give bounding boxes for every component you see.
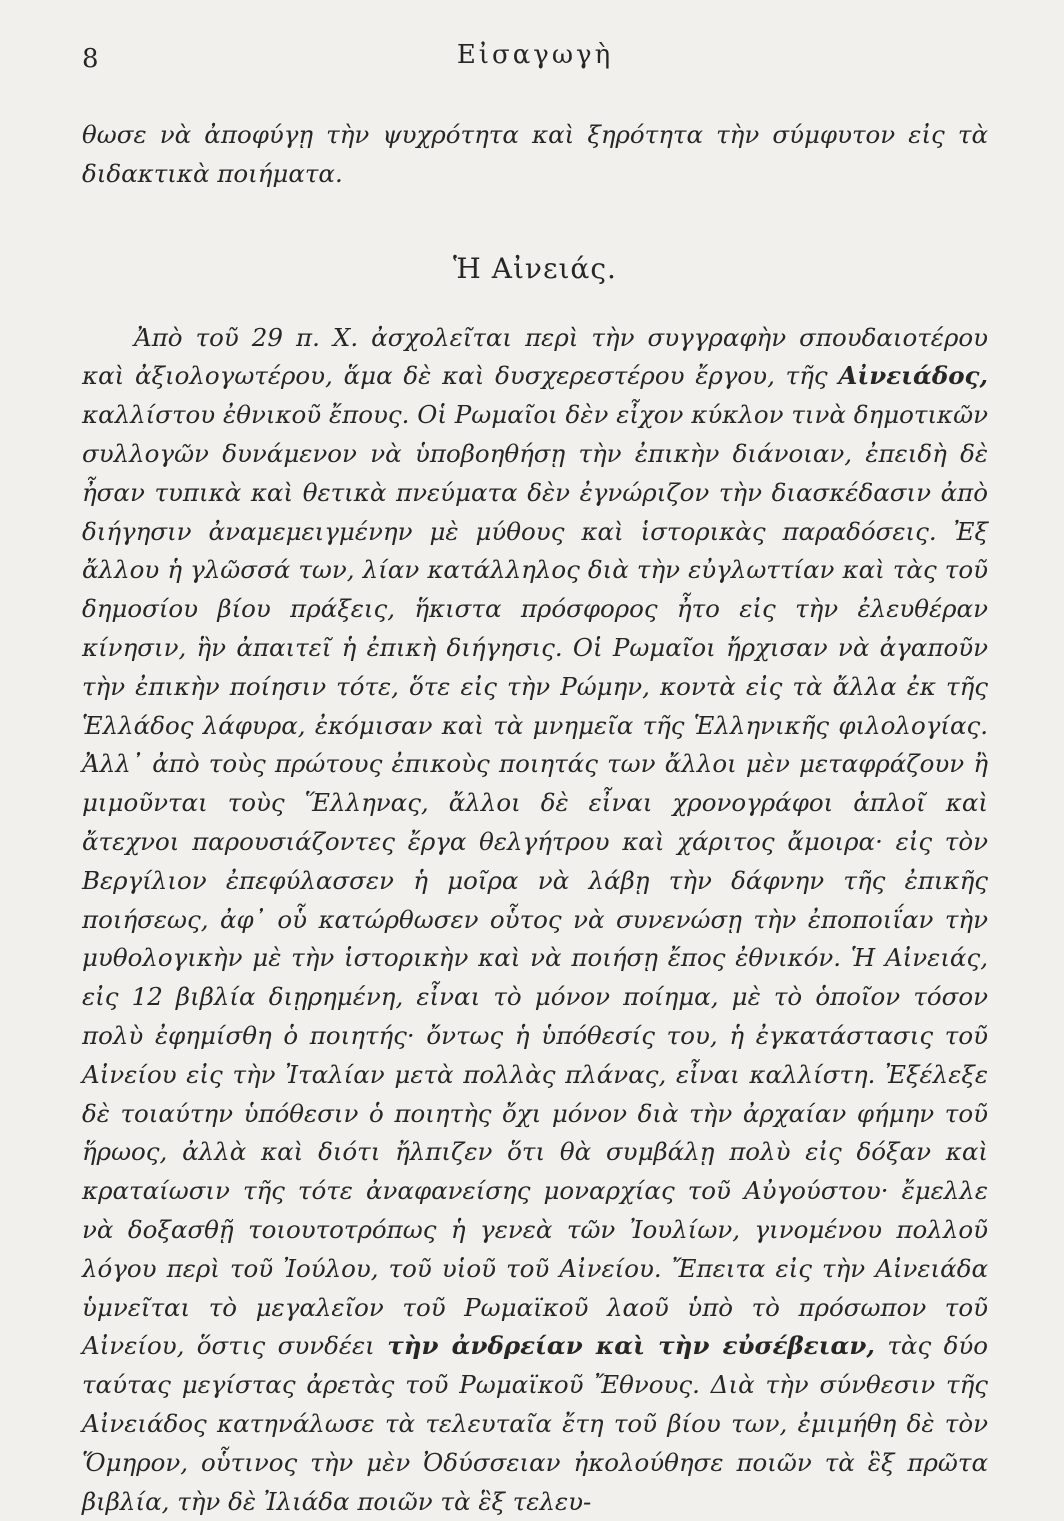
bold-virtues: τὴν ἀνδρείαν καὶ τὴν εὐσέβειαν, xyxy=(387,1331,875,1361)
body-text-part-2: καλλίστου ἐθνικοῦ ἔπους. Οἱ Ρωμαῖοι δὲν εἶχον κύκλον τινὰ δημοτικῶν συλλογῶν δυνάμενον νὰ ὑποβοηθήσῃ τὴν ἐπικὴν διάνοιαν, ἐπειδὴ δὲ ἦσαν τυπικὰ καὶ θετικὰ πνεύματα δὲν ἐγνώριζον τὴν διασκέδασιν ἀπὸ διήγησιν ἀναμεμειγμένην μὲ μύθους καὶ ἱστορικὰς παραδόσεις. Ἐξ ἄλλου ἡ γλῶσσά των, λίαν κατάλληλος διὰ τὴν εὐγλωττίαν καὶ τὰς τοῦ δημοσίου βίου πράξεις, ἥκιστα πρόσφορος ἦτο εἰς τὴν ἐλευθέραν κίνησιν, ἣν ἀπαιτεῖ ἡ ἐπικὴ διήγησις. Οἱ Ρωμαῖοι ἤρχισαν νὰ ἀγαποῦν τὴν ἐπικὴν ποίησιν τότε, ὅτε εἰς τὴν Ρώμην, κοντὰ εἰς τὰ ἄλλα ἐκ τῆς Ἑλλάδος λάφυρα, ἐκόμισαν καὶ τὰ μνημεῖα τῆς Ἑλληνικῆς φιλολογίας. Ἀλλ᾽ ἀπὸ τοὺς πρώτους ἐπικοὺς ποιητάς των ἄλλοι μὲν μεταφράζουν ἢ μιμοῦνται τοὺς Ἕλληνας, ἄλλοι δὲ εἶναι χρονογράφοι ἁπλοῖ καὶ ἄτεχνοι παρουσιάζοντες ἔργα θελγήτρου καὶ χάριτος ἄμοιρα· εἰς τὸν Βεργίλιον ἐπεφύλασσεν ἡ μοῖρα νὰ λάβῃ τὴν δάφνην τῆς ἐπικῆς ποιήσεως, ἀφ᾽ οὗ κατώρθωσεν οὗτος νὰ συνενώσῃ τὴν ἐποποιΐαν τὴν μυθολογικὴν μὲ τὴν ἱστορικὴν καὶ νὰ ποιήσῃ ἔπος ἐθνικόν. Ἡ Αἰνειάς, εἰς 12 βιβλία διῃρημένη, εἶναι τὸ μόνον ποίημα, μὲ τὸ ὁποῖον τόσον πολὺ ἐφημίσθη ὁ ποιητής· ὄντως ἡ ὑπόθεσίς του, ἡ ἐγκατάστασις τοῦ Αἰνείου εἰς τὴν Ἰταλίαν μετὰ πολλὰς πλάνας, εἶναι καλλίστη. Ἐξέλεξε δὲ τοιαύτην ὑπόθεσιν ὁ ποιητὴς ὄχι μόνον διὰ τὴν ἀρχαίαν φήμην τοῦ ἥρωος, ἀλλὰ καὶ διότι ἤλπιζεν ὅτι θὰ συμβάλῃ πολὺ εἰς δόξαν καὶ κραταίωσιν τῆς τότε ἀναφανείσης μοναρχίας τοῦ Αὐγούστου· ἔμελλε νὰ δοξασθῇ τοιουτοτρόπως ἡ γενεὰ τῶν Ἰουλίων, γινομένου πολλοῦ λόγου περὶ τοῦ Ἰούλου, τοῦ υἱοῦ τοῦ Αἰνείου. Ἔπειτα εἰς τὴν Αἰνειάδα ὑμνεῖται τὸ μεγαλεῖον τοῦ Ρωμαϊκοῦ λαοῦ ὑπὸ τὸ πρόσωπον τοῦ Αἰνείου, ὅστις συνδέει xyxy=(82,400,988,1361)
section-heading: Ἡ Αἰνειάς. xyxy=(453,251,617,285)
running-title: Εἰσαγωγὴ xyxy=(456,40,614,70)
body-paragraph xyxy=(82,319,988,1521)
body-text-part-3: τὰς δύο ταύτας μεγίστας ἀρετὰς τοῦ Ρωμαϊκοῦ Ἔθνους. Διὰ τὴν σύνθεσιν τῆς Αἰνειάδος κατηνάλωσε τὰ τελευταῖα ἔτη τοῦ βίου των, ἐμιμήθη δὲ τὸν Ὅμηρον, οὗτινος τὴν μὲν Ὀδύσσειαν ἠκολούθησε ποιῶν τὰ ἓξ πρῶτα βιβλία, τὴν δὲ Ἰλιάδα ποιῶν τὰ ἓξ τελευ- xyxy=(82,1331,988,1516)
bold-aeneid-title: Αἰνειάδος, xyxy=(838,361,988,391)
running-head xyxy=(82,32,988,92)
lead-paragraph: θωσε νὰ ἀποφύγῃ τὴν ψυχρότητα καὶ ξηρότητα τὴν σύμφυτον εἰς τὰ διδακτικὰ ποιήματα. xyxy=(82,120,988,188)
page-number: 8 xyxy=(82,44,99,74)
body-text-part-1: Ἀπὸ τοῦ 29 π. Χ. ἀσχολεῖται περὶ τὴν συγγραφὴν σπουδαιοτέρου καὶ ἀξιολογωτέρου, ἅμα δὲ καὶ δυσχερεστέρου ἔργου, τῆς xyxy=(82,322,988,391)
